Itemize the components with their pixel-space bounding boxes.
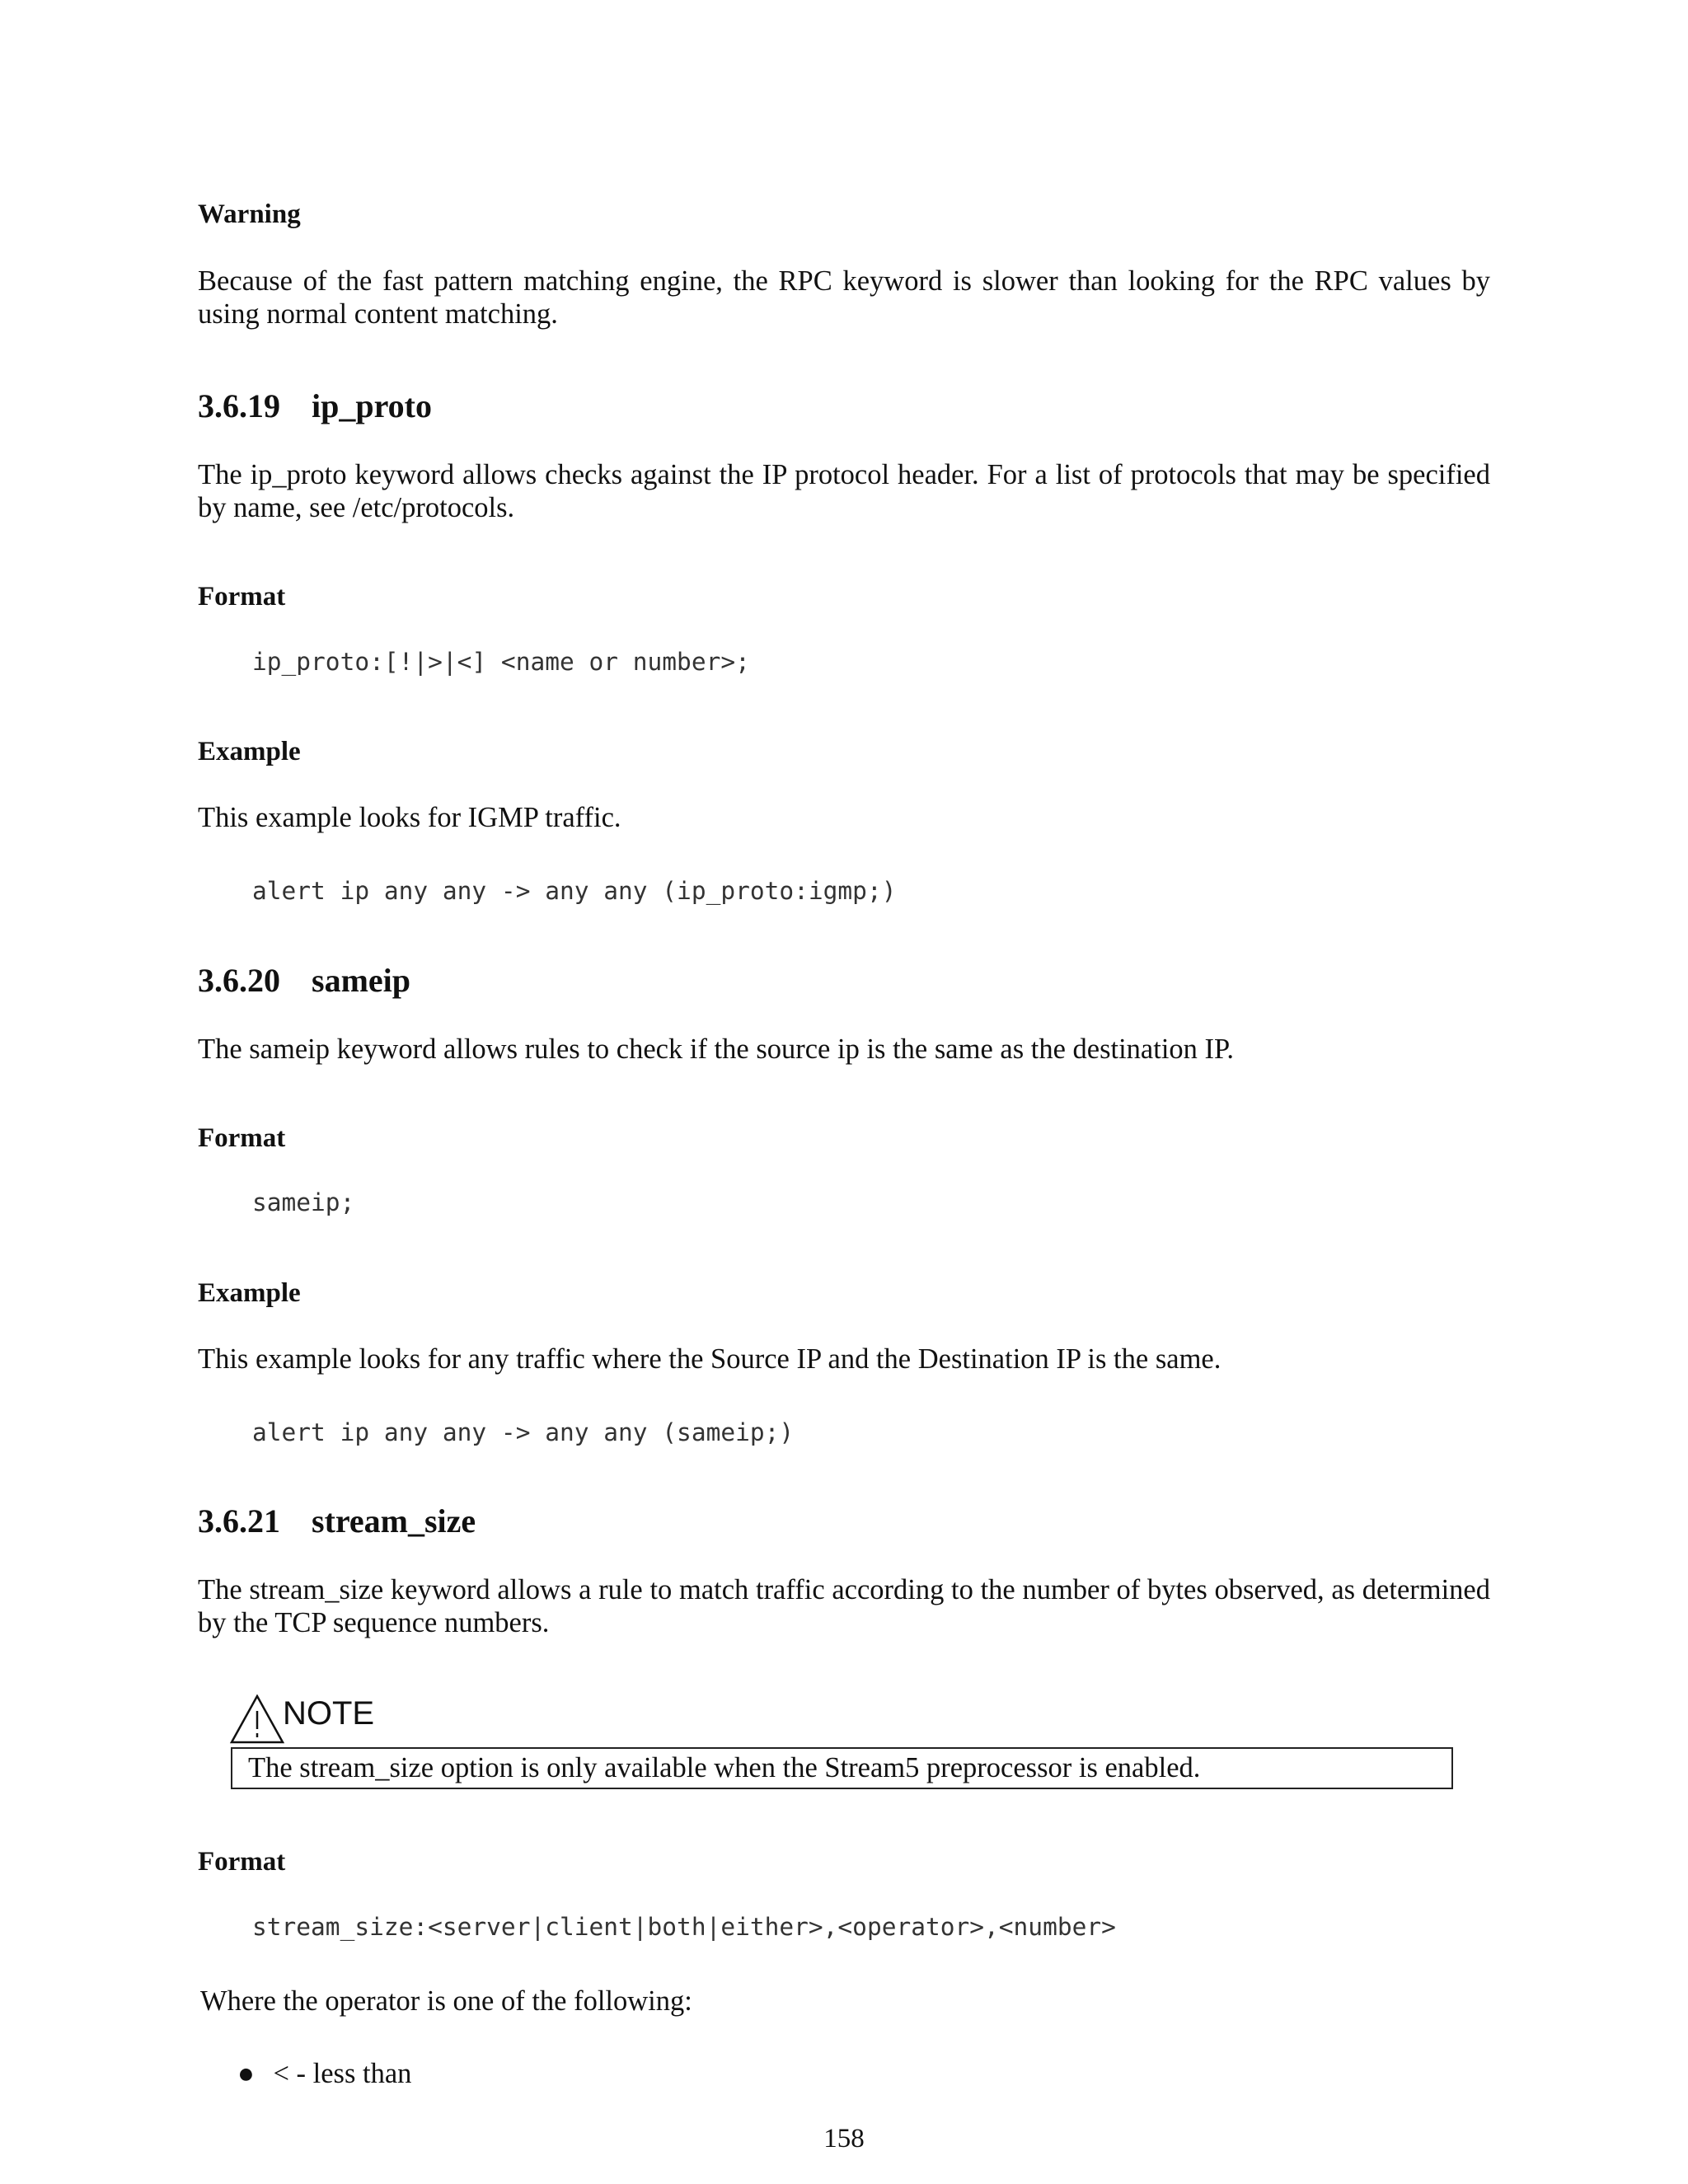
section-title: stream_size — [312, 1502, 476, 1540]
warning-text: Because of the fast pattern matching engine, the RPC keyword is slower than looking for the RPC values by using normal content matching. — [198, 265, 1490, 330]
list-item — [237, 2057, 411, 2090]
note-label: NOTE — [283, 1695, 375, 1732]
section-number: 3.6.20 — [198, 962, 280, 999]
format-code: sameip; — [252, 1188, 355, 1216]
example-text: This example looks for any traffic where the Source IP and the Destination IP is the same. — [198, 1343, 1221, 1375]
example-code: alert ip any any -> any any (ip_proto:igmp;) — [252, 877, 897, 905]
section-intro: The sameip keyword allows rules to check if the source ip is the same as the destination IP. — [198, 1033, 1235, 1065]
section-intro: The stream_size keyword allows a rule to match traffic according to the number of bytes observed, as determined by the TCP sequence numbers. — [198, 1574, 1490, 1638]
example-heading: Example — [198, 737, 301, 766]
note-box — [231, 1747, 1453, 1789]
warning-heading: Warning — [198, 199, 301, 229]
example-text: This example looks for IGMP traffic. — [198, 802, 621, 833]
section-number: 3.6.21 — [198, 1502, 280, 1540]
example-heading: Example — [198, 1278, 301, 1308]
section-intro: The ip_proto keyword allows checks against the IP protocol header. For a list of protocols that may be specified by name, see /etc/protocols. — [198, 459, 1490, 523]
note-text: The stream_size option is only available when the Stream5 preprocessor is enabled. — [248, 1752, 1201, 1783]
list-item-text: < - less than — [273, 2058, 412, 2089]
page-number: 158 — [823, 2124, 865, 2154]
format-code: stream_size:<server|client|both|either>,<operator>,<number> — [252, 1913, 1116, 1941]
format-heading: Format — [198, 582, 286, 612]
warning-triangle-icon — [230, 1694, 284, 1746]
format-heading: Format — [198, 1847, 286, 1877]
example-code: alert ip any any -> any any (sameip;) — [252, 1418, 795, 1446]
section-number: 3.6.19 — [198, 387, 280, 424]
format-heading: Format — [198, 1123, 286, 1153]
section-title: sameip — [312, 962, 410, 999]
format-code: ip_proto:[!|>|<] <name or number>; — [252, 648, 750, 676]
operator-intro: Where the operator is one of the following: — [200, 1985, 692, 2017]
bullet-icon: ● — [237, 2058, 255, 2089]
section-title: ip_proto — [312, 387, 432, 424]
